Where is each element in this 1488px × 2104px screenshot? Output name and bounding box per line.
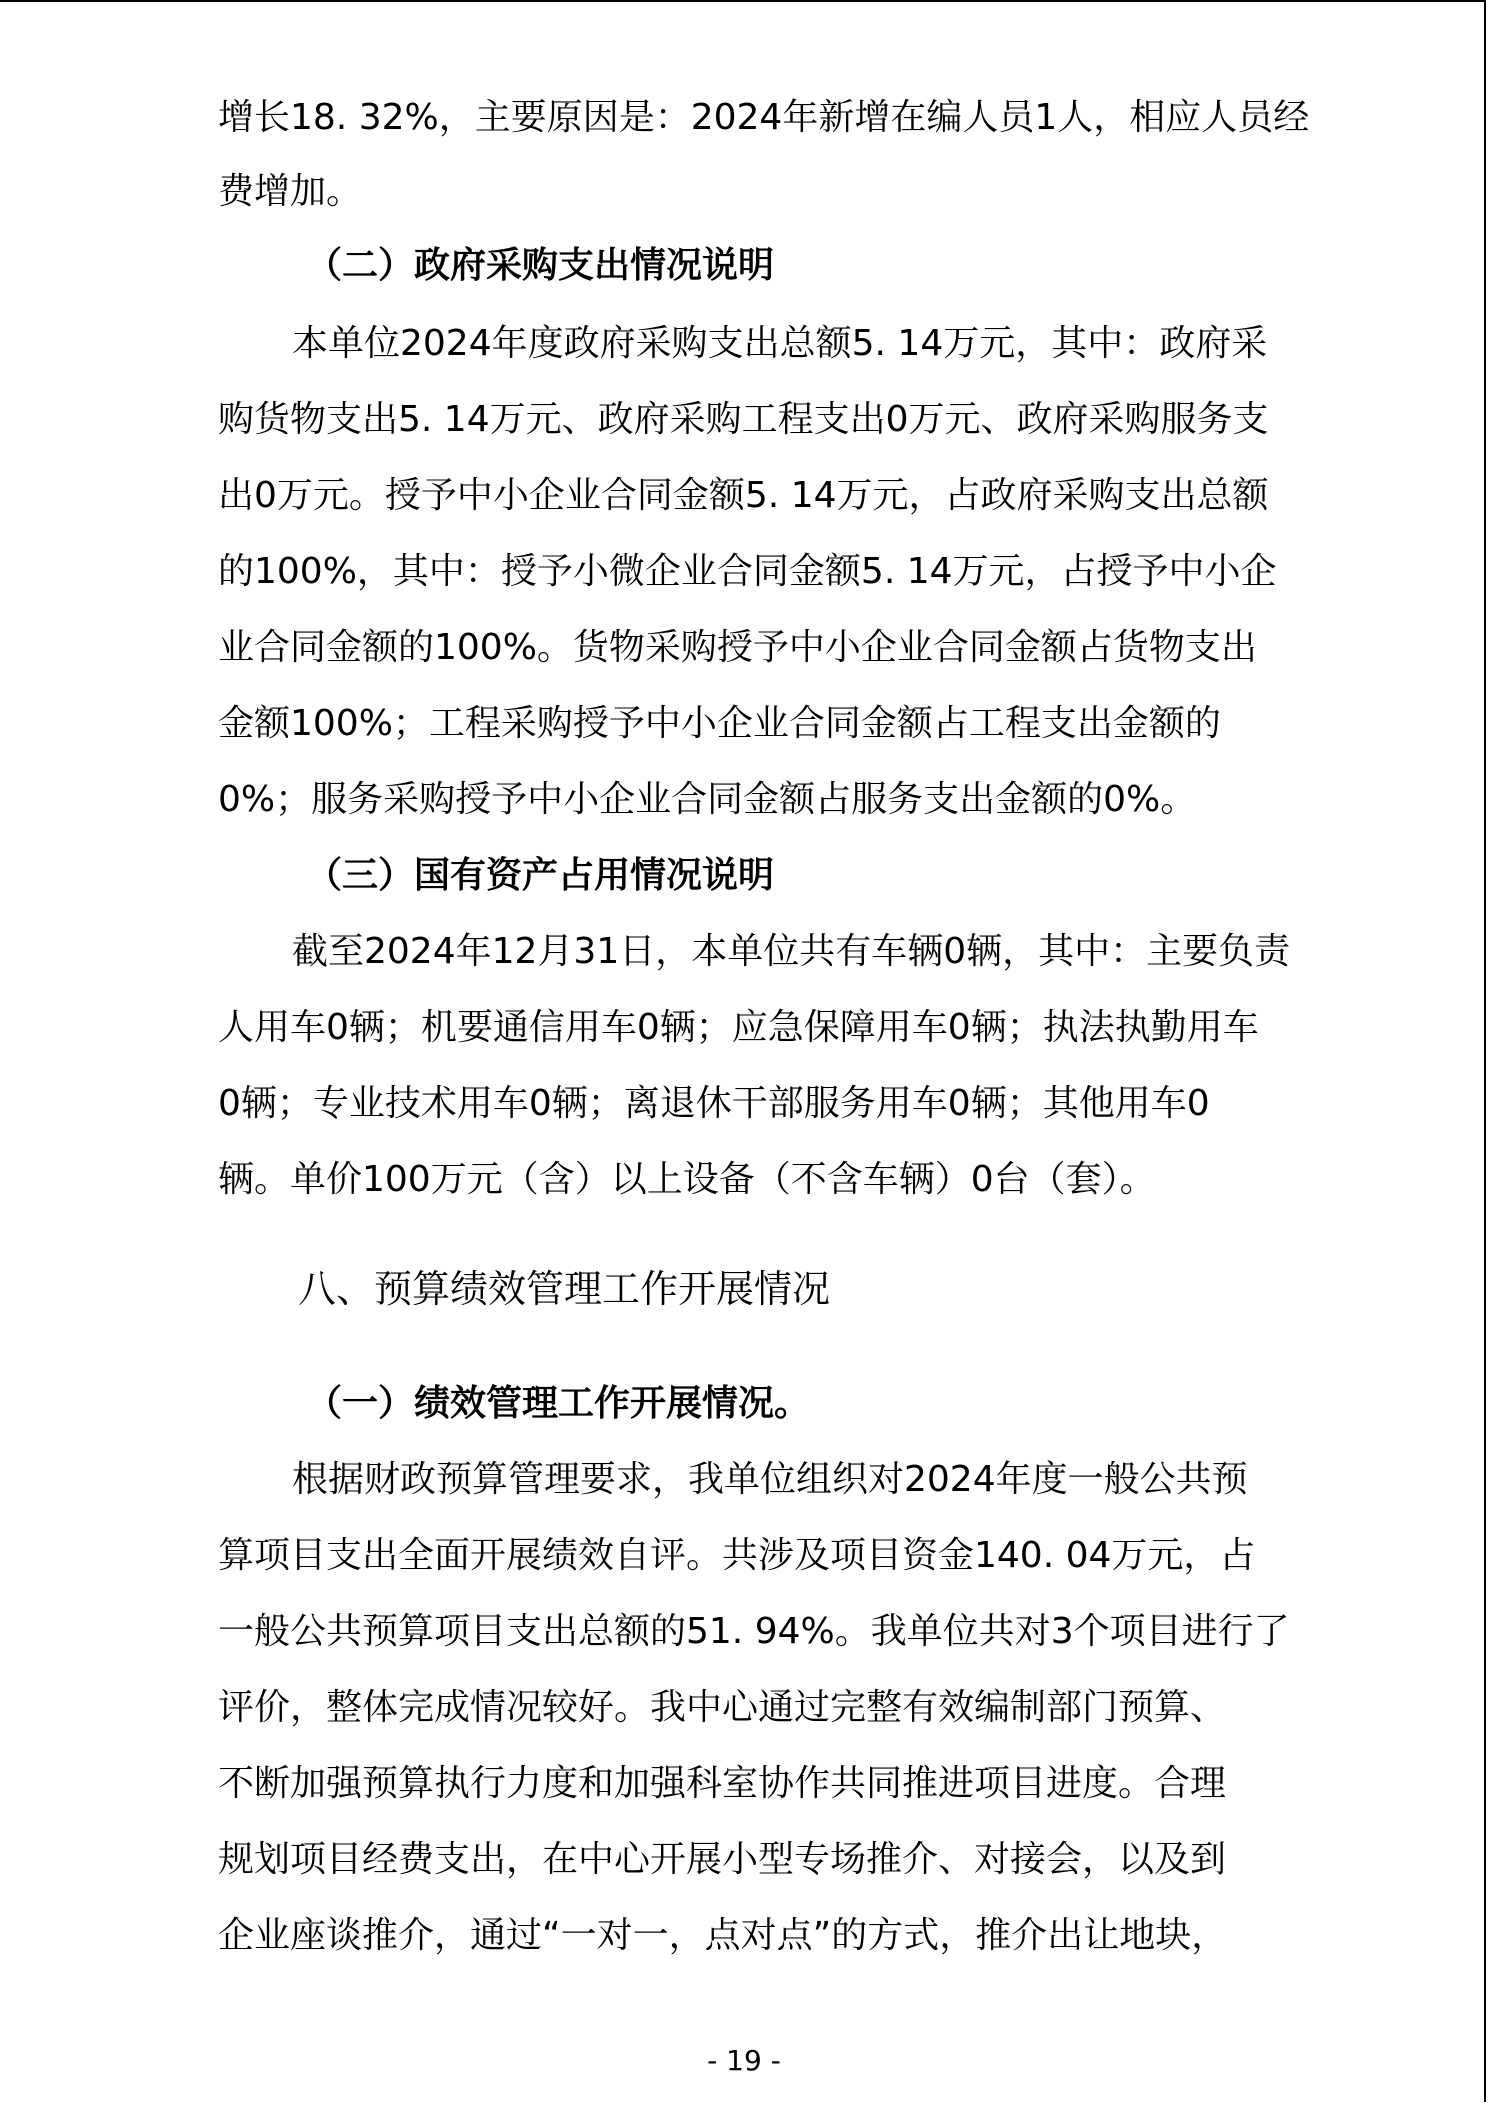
body-text-line: 0辆；专业技术用车0辆；离退休干部服务用车0辆；其他用车0 xyxy=(218,1083,1210,1124)
body-text-line: 企业座谈推介，通过“一对一，点对点”的方式，推介出让地块， xyxy=(218,1915,1228,1956)
body-text-line: 增长18. 32%，主要原因是：2024年新增在编人员1人，相应人员经 xyxy=(218,97,1310,138)
section-heading-eight: 八、预算绩效管理工作开展情况 xyxy=(298,1267,831,1311)
body-text-line: 出0万元。授予中小企业合同金额5. 14万元，占政府采购支出总额 xyxy=(218,475,1269,516)
body-text-line: 0%；服务采购授予中小企业合同金额占服务支出金额的0%。 xyxy=(218,779,1197,820)
body-text-line: 根据财政预算管理要求，我单位组织对2024年度一般公共预 xyxy=(292,1459,1248,1500)
body-text-line: 一般公共预算项目支出总额的51. 94%。我单位共对3个项目进行了 xyxy=(218,1611,1290,1652)
body-text-line: 算项目支出全面开展绩效自评。共涉及项目资金140. 04万元，占 xyxy=(218,1535,1256,1576)
body-text-line: 的100%，其中：授予小微企业合同金额5. 14万元，占授予中小企 xyxy=(218,551,1277,592)
body-text-line: 金额100%；工程采购授予中小企业合同金额占工程支出金额的 xyxy=(218,703,1221,744)
body-text-line: 不断加强预算执行力度和加强科室协作共同推进项目进度。合理 xyxy=(218,1763,1227,1804)
body-text-line: 截至2024年12月31日，本单位共有车辆0辆，其中：主要负责 xyxy=(292,931,1291,972)
body-text-line: 业合同金额的100%。货物采购授予中小企业合同金额占货物支出 xyxy=(218,627,1257,668)
subsection-heading-procurement: （二）政府采购支出情况说明 xyxy=(306,245,775,286)
subsection-heading-performance: （一）绩效管理工作开展情况。 xyxy=(306,1383,811,1424)
page-number: - 19 - xyxy=(707,2044,781,2077)
body-text-line: 费增加。 xyxy=(218,171,363,212)
body-text-line: 本单位2024年度政府采购支出总额5. 14万元，其中：政府采 xyxy=(292,323,1268,364)
subsection-heading-assets: （三）国有资产占用情况说明 xyxy=(306,855,775,896)
body-text-line: 评价，整体完成情况较好。我中心通过完整有效编制部门预算、 xyxy=(218,1687,1227,1728)
body-text-line: 规划项目经费支出，在中心开展小型专场推介、对接会，以及到 xyxy=(218,1839,1227,1880)
body-text-line: 人用车0辆；机要通信用车0辆；应急保障用车0辆；执法执勤用车 xyxy=(218,1007,1259,1048)
body-text-line: 购货物支出5. 14万元、政府采购工程支出0万元、政府采购服务支 xyxy=(218,399,1269,440)
body-text-line: 辆。单价100万元（含）以上设备（不含车辆）0台（套）。 xyxy=(218,1159,1156,1200)
